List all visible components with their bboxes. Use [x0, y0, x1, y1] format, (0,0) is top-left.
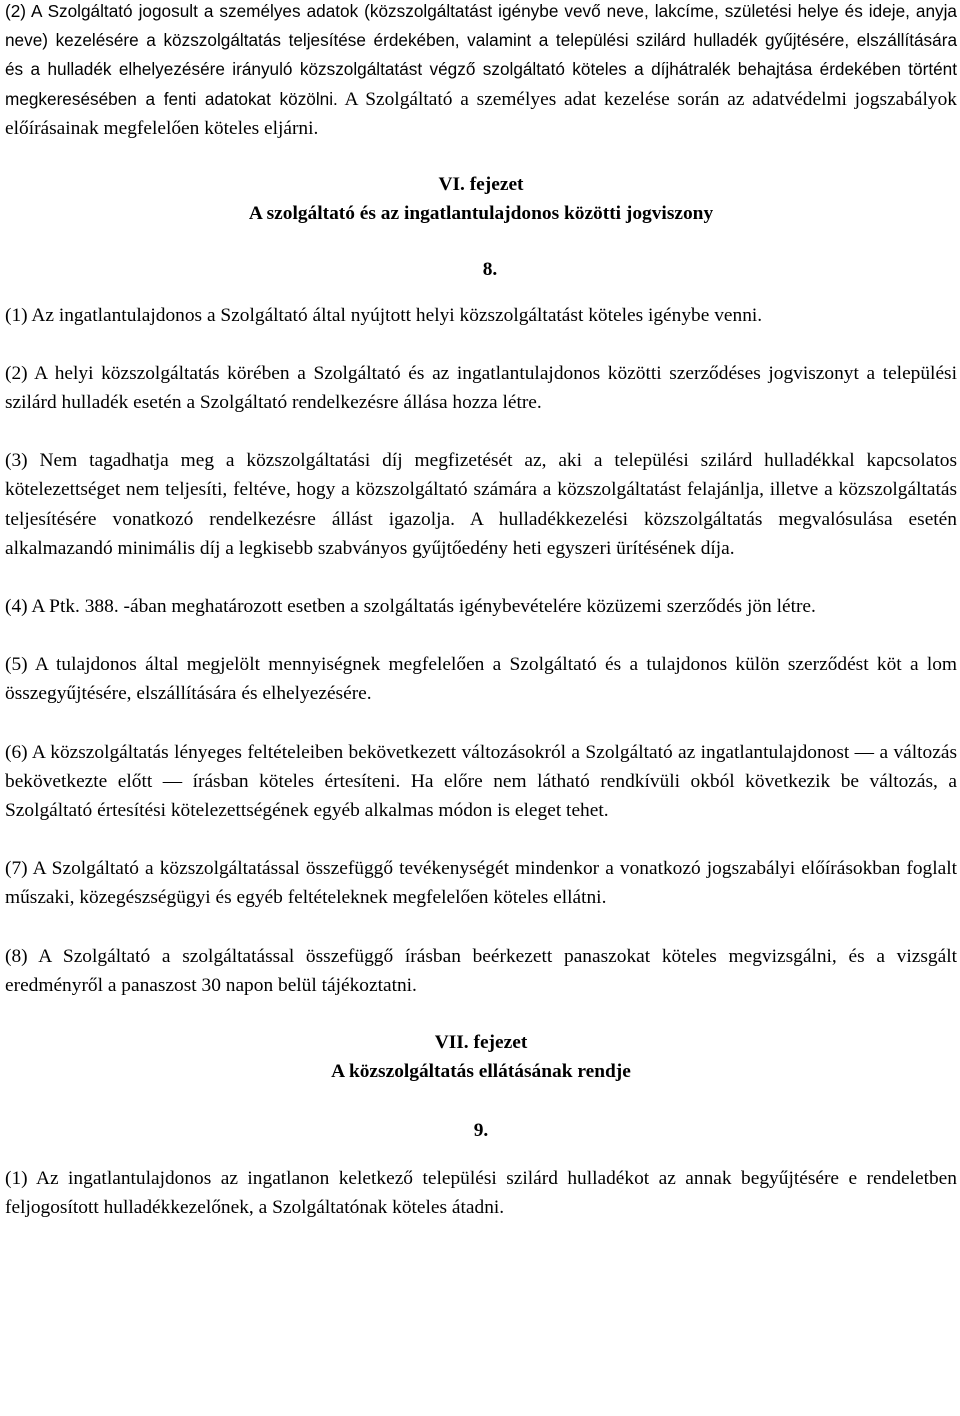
chapter-vi-number: VI. fejezet	[438, 174, 524, 196]
intro-paragraph-part-1: (2) A Szolgáltató jogosult a személyes adatok (közszolgáltatást igénybe vevő neve, lakcíme, születési helye és ideje, anyja neve) kezelésére a közszolgáltatás teljesítése érdekében, valamint a települési szilárd hulladék gyűjtésére, elszállítására és a hulladék elhelyezésére irányuló közszolgáltatást végző szolgáltató köteles a díjhátralék behajtása érdekében történt megkeresésében a fenti adatokat közölni.	[5, 1, 957, 109]
section-8-paragraph-1: (1) Az ingatlantulajdonos a Szolgáltató által nyújtott helyi közszolgáltatást köteles igénybe venni.	[5, 304, 763, 326]
section-8-paragraph-5: (5) A tulajdonos által megjelölt mennyiségnek megfelelően a Szolgáltató és a tulajdonos külön szerződést köt a lom összegyűjtésére, elszállítására és elhelyezésére.	[5, 654, 957, 705]
chapter-vii-title: A közszolgáltatás ellátásának rendje	[331, 1061, 631, 1083]
section-8-paragraph-3: (3) Nem tagadhatja meg a közszolgáltatási díj megfizetését az, aki a települési szilárd hulladékkal kapcsolatos kötelezettséget nem teljesíti, feltéve, hogy a közszolgáltató számára a közszolgáltatást felajánlja, illetve a közszolgáltatás teljesítésére vonatkozó rendelkezésre állást igazolja. A hulladékkezelési közszolgáltatás megvalósulása esetén alkalmazandó minimális díj a legkisebb szabványos gyűjtőedény heti egyszeri ürítésének díja.	[5, 450, 957, 559]
intro-paragraph	[5, 0, 957, 143]
section-9-number: 9.	[473, 1120, 489, 1142]
chapter-vii-number: VII. fejezet	[434, 1032, 528, 1054]
section-8-paragraph-6: (6) A közszolgáltatás lényeges feltételeiben bekövetkezett változásokról a Szolgáltató az ingatlantulajdonost ― a változás bekövetkezte előtt ― írásban köteles értesíteni. Ha előre nem látható rendkívüli okból következik be változás, a Szolgáltató értesítési kötelezettségének egyéb alkalmas módon is eleget tehet.	[5, 741, 957, 822]
section-8-paragraph-8: (8) A Szolgáltató a szolgáltatással összefüggő írásban beérkezett panaszokat köteles megvizsgálni, és a vizsgált eredményről a panaszost 30 napon belül tájékoztatni.	[5, 945, 957, 996]
section-8-paragraph-7: (7) A Szolgáltató a közszolgáltatással összefüggő tevékenységét mindenkor a vonatkozó jogszabályi előírásokban foglalt műszaki, közegészségügyi és egyéb feltételeknek megfelelően köteles ellátni.	[5, 858, 957, 909]
section-9-paragraph-1: (1) Az ingatlantulajdonos az ingatlanon keletkező települési szilárd hulladékot az annak begyűjtésére e rendeletben feljogosított hulladékkezelőnek, a Szolgáltatónak köteles átadni.	[5, 1167, 957, 1218]
chapter-vi-title: A szolgáltató és az ingatlantulajdonos közötti jogviszony	[248, 203, 714, 225]
section-8-paragraph-4: (4) A Ptk. 388. -ában meghatározott esetben a szolgáltatás igénybevételére közüzemi szerződés jön létre.	[5, 596, 816, 618]
section-8-paragraph-2: (2) A helyi közszolgáltatás körében a Szolgáltató és az ingatlantulajdonos közötti szerződéses jogviszonyt a települési szilárd hulladék esetén a Szolgáltató rendelkezésre állása hozza létre.	[5, 362, 957, 414]
intro-paragraph-part-2: A Szolgáltató a személyes adat kezelése során az adatvédelmi jogszabályok előírásainak megfelelően köteles eljárni.	[5, 88, 957, 139]
section-8-number: 8.	[482, 259, 498, 281]
